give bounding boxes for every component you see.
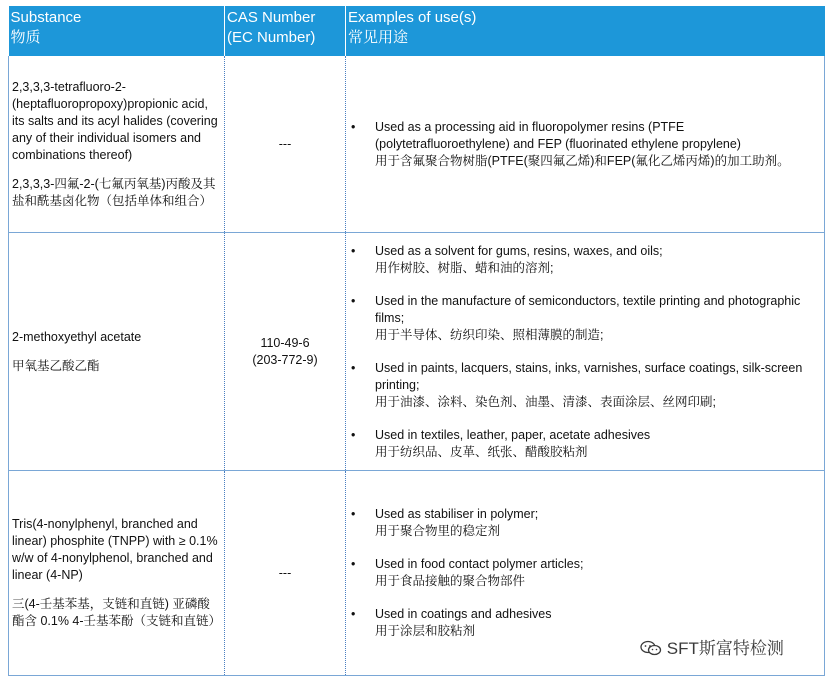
list-item [375,506,821,540]
watermark-text: SFT斯富特检测 [666,639,784,658]
cas-number: --- [278,136,292,151]
header-substance [9,6,225,56]
list-item [375,119,821,170]
use-cn: 用于含氟聚合物树脂(PTFE(聚四氟乙烯)和FEP(氟化乙烯丙烯)的加工助剂。 [375,153,790,168]
watermark [640,634,784,659]
substance-cell [9,233,225,471]
cas-cell [225,233,346,471]
list-item [375,243,821,277]
substance-name-en: 2,3,3,3-tetrafluoro-2-(heptafluoropropoxy)propionic acid, its salts and its acyl halides (covering any of their individual isomers and combinations thereof) [12,79,218,162]
use-en: • Used in textiles, leather, paper, acetate adhesives [375,427,651,442]
substance-cell [9,471,225,676]
header-uses [346,6,825,56]
ec-number: (203-772-9) [252,352,318,367]
substance-cell [9,56,225,233]
cas-cell [225,56,346,233]
substance-name-en: Tris(4-nonylphenyl, branched and linear) phosphite (TNPP) with ≥ 0.1% w/w of 4-nonylphenol, branched and linear (4-NP) [12,517,218,582]
header-cas-line2: (EC Number) [227,29,316,46]
use-cn: 用于纺织品、皮革、纸张、醋酸胶粘剂 [375,444,588,459]
header-cas [225,6,346,56]
use-en: • Used in the manufacture of semiconductors, textile printing and photographic films; [375,293,801,325]
list-item [375,360,821,411]
use-en: • Used in coatings and adhesives [375,607,552,621]
table-header-row [9,6,825,56]
uses-list [349,243,821,461]
header-substance-en: Substance [10,9,82,26]
use-en: • Used in food contact polymer articles; [375,557,584,571]
table-row [9,56,825,233]
list-item [375,427,821,461]
use-en: • Used as stabiliser in polymer; [375,507,539,521]
table-row [9,233,825,471]
use-cn: 用于半导体、纺织印染、照相薄膜的制造; [375,327,604,342]
cas-cell [225,471,346,676]
substance-table [8,6,825,676]
substance-name-cn: 甲氧基乙酸乙酯 [12,358,100,373]
use-cn: 用于聚合物里的稳定剂 [375,524,501,538]
uses-list [349,506,821,640]
uses-list [349,119,821,170]
list-item [375,293,821,344]
use-en: • Used as a solvent for gums, resins, waxes, and oils; [375,243,663,258]
list-item [375,556,821,590]
substance-table-container [8,6,824,676]
use-en: • Used as a processing aid in fluoropolymer resins (PTFE (polytetrafluoroethylene) and FEP (fluorinated ethylene propylene) [375,119,741,151]
use-cn: 用于油漆、涂料、染色剂、油墨、清漆、表面涂层、丝网印刷; [375,394,716,409]
substance-name-cn: 三(4-壬基苯基，支链和直链) 亚磷酸酯含 0.1% 4-壬基苯酚（支链和直链） [12,597,222,628]
uses-cell [346,233,825,471]
use-cn: 用于食品接触的聚合物部件 [375,574,526,588]
header-cas-line1: CAS Number [227,9,316,26]
header-uses-cn: 常见用途 [348,29,409,46]
cas-number: --- [278,565,292,580]
uses-cell [346,56,825,233]
substance-name-cn: 2,3,3,3-四氟-2-(七氟丙氧基)丙酸及其盐和酰基卤化物（包括单体和组合） [12,176,216,208]
use-cn: 用作树胶、树脂、蜡和油的溶剂; [375,260,554,275]
use-en: • Used in paints, lacquers, stains, inks, varnishes, surface coatings, silk-screen printing; [375,360,803,392]
wechat-icon [640,640,662,656]
substance-name-en: 2-methoxyethyl acetate [12,329,142,344]
cas-number: 110-49-6 [260,335,310,350]
use-cn: 用于涂层和胶粘剂 [375,624,476,638]
header-uses-en: Examples of use(s) [348,9,477,26]
header-substance-cn: 物质 [10,29,41,46]
